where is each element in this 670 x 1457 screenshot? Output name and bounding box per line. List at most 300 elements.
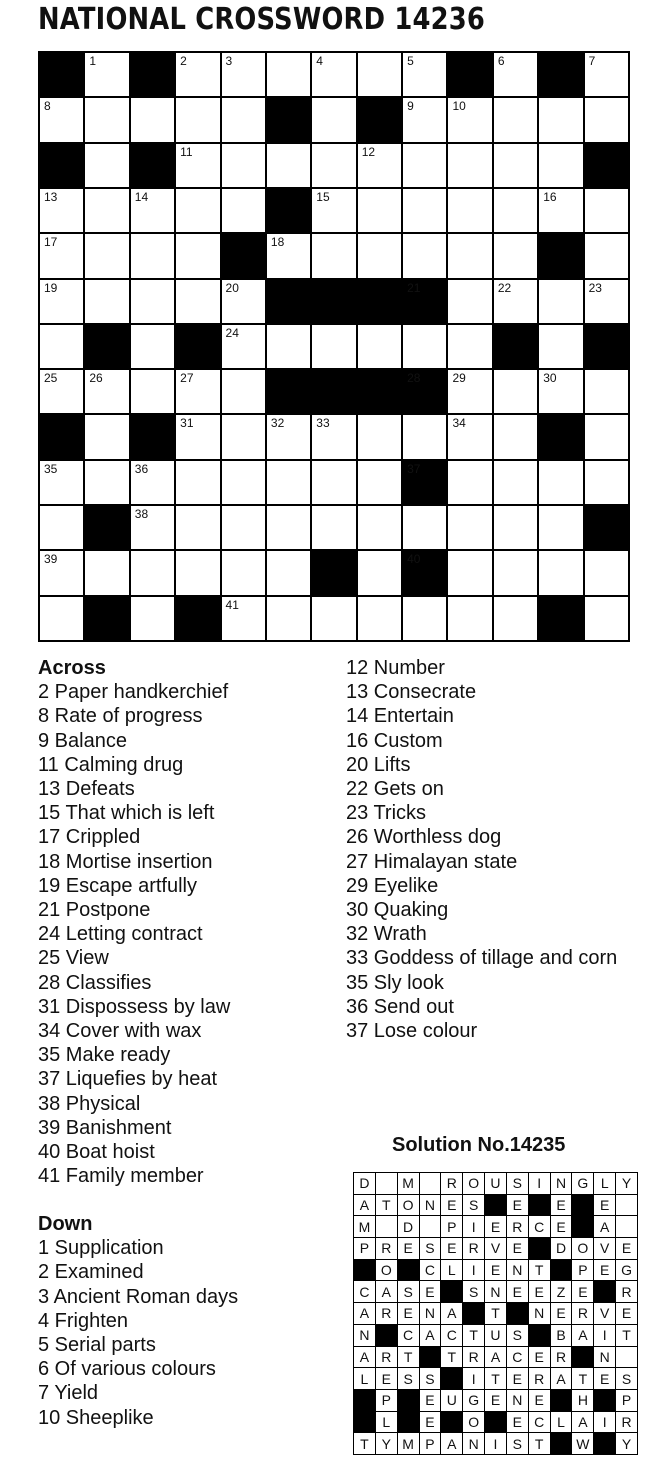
grid-cell[interactable] [40,461,83,504]
grid-cell[interactable] [358,551,401,594]
down-heading: Down [38,1213,93,1235]
grid-cell[interactable] [131,325,174,368]
grid-cell[interactable] [585,597,628,640]
solution-cell: B [551,1325,572,1346]
cell-number: 16 [543,189,557,204]
grid-cell[interactable] [40,189,83,232]
grid-cell[interactable] [358,53,401,96]
solution-cell: A [572,1325,593,1346]
grid-cell[interactable] [494,280,537,323]
solution-cell: E [441,1195,462,1216]
grid-cell[interactable] [585,234,628,277]
solution-cell: E [507,1195,528,1216]
grid-cell[interactable] [494,370,537,413]
grid-cell[interactable] [312,53,355,96]
down-clue: 36 Send out [346,995,454,1018]
grid-cell[interactable] [585,280,628,323]
across-clue: 35 Make ready [38,1044,171,1067]
cell-number: 32 [270,416,285,431]
grid-cell[interactable] [448,280,491,323]
solution-cell: E [594,1195,615,1216]
solution-cell: D [398,1216,419,1237]
solution-cell: E [616,1303,637,1324]
grid-cell[interactable] [494,415,537,458]
solution-cell [420,1216,441,1237]
grid-cell[interactable] [494,597,537,640]
black-square [131,144,174,187]
grid-cell[interactable] [312,189,355,232]
grid-cell[interactable] [267,461,310,504]
cell-number: 41 [225,597,239,612]
solution-cell: O [376,1260,397,1281]
grid-cell[interactable] [131,506,174,549]
down-clue: 16 Custom [346,729,443,752]
grid-cell[interactable] [494,551,537,594]
grid-cell[interactable] [585,189,628,232]
grid-cell[interactable] [448,461,491,504]
grid-cell[interactable] [131,234,174,277]
grid-cell[interactable] [358,415,401,458]
grid-cell[interactable] [494,98,537,141]
solution-cell: S [420,1238,441,1259]
solution-cell: C [398,1325,419,1346]
grid-cell[interactable] [131,461,174,504]
grid-cell[interactable] [539,370,582,413]
grid-cell[interactable] [131,280,174,323]
grid-cell[interactable] [448,189,491,232]
grid-cell[interactable] [539,325,582,368]
grid-cell[interactable] [448,551,491,594]
grid-cell[interactable] [403,597,446,640]
grid-cell[interactable] [585,415,628,458]
down-clue: 22 Gets on [346,778,444,801]
grid-cell[interactable] [403,144,446,187]
grid-cell[interactable] [85,98,128,141]
solution-black-square [594,1390,615,1411]
grid-cell[interactable] [358,461,401,504]
solution-cell: T [485,1303,506,1324]
solution-cell: E [507,1238,528,1259]
grid-cell[interactable] [267,597,310,640]
grid-cell[interactable] [267,506,310,549]
solution-cell: N [463,1433,484,1454]
across-clue: 40 Boat hoist [38,1141,155,1164]
grid-cell[interactable] [358,144,401,187]
black-square [539,415,582,458]
solution-cell: V [594,1303,615,1324]
solution-cell: M [354,1216,375,1237]
grid-cell[interactable] [85,415,128,458]
solution-cell: E [398,1303,419,1324]
grid-cell[interactable] [222,461,265,504]
grid-cell[interactable] [40,370,83,413]
grid-cell[interactable] [85,189,128,232]
grid-cell[interactable] [494,506,537,549]
grid-cell[interactable] [312,144,355,187]
solution-cell: E [420,1390,441,1411]
grid-cell[interactable] [448,98,491,141]
across-clue: 38 Physical [38,1092,141,1115]
black-square [585,144,628,187]
solution-cell: E [485,1390,506,1411]
grid-cell[interactable] [539,461,582,504]
solution-cell: V [594,1238,615,1259]
grid-cell[interactable] [85,234,128,277]
grid-cell[interactable] [85,53,128,96]
grid-cell[interactable] [176,551,219,594]
grid-cell[interactable] [358,189,401,232]
solution-cell: Y [616,1433,637,1454]
grid-cell[interactable] [448,506,491,549]
grid-cell[interactable] [494,53,537,96]
solution-cell: S [420,1368,441,1389]
grid-cell[interactable] [585,53,628,96]
across-heading: Across [38,657,106,679]
cell-number: 17 [44,235,58,250]
solution-cell: E [594,1260,615,1281]
solution-cell: W [572,1433,593,1454]
grid-cell[interactable] [222,189,265,232]
solution-cell: I [463,1368,484,1389]
solution-cell: N [594,1347,615,1368]
grid-cell[interactable] [539,280,582,323]
solution-cell: A [594,1216,615,1237]
grid-cell[interactable] [176,53,219,96]
cell-number: 18 [270,235,285,250]
solution-cell: R [616,1281,637,1302]
solution-cell: S [616,1368,637,1389]
cell-number: 9 [407,99,414,114]
down-clue: 37 Lose colour [346,1020,478,1043]
solution-cell: A [354,1195,375,1216]
solution-black-square [529,1238,550,1259]
grid-cell[interactable] [222,415,265,458]
solution-cell: A [441,1433,462,1454]
grid-cell[interactable] [358,597,401,640]
black-square [267,370,310,413]
black-square [85,325,128,368]
solution-cell: U [441,1390,462,1411]
grid-cell[interactable] [403,98,446,141]
solution-cell: T [398,1347,419,1368]
black-square [312,370,355,413]
solution-black-square [354,1412,375,1433]
solution-cell: A [551,1368,572,1389]
grid-cell[interactable] [312,234,355,277]
cell-number: 8 [44,99,51,114]
solution-black-square [529,1195,550,1216]
solution-black-square [594,1281,615,1302]
solution-cell: R [507,1216,528,1237]
grid-cell[interactable] [539,551,582,594]
solution-cell: T [485,1368,506,1389]
solution-cell: A [354,1347,375,1368]
cell-number: 15 [316,189,330,204]
cell-number: 12 [361,144,376,159]
grid-cell[interactable] [222,280,265,323]
black-square [222,234,265,277]
grid-cell[interactable] [312,461,355,504]
solution-black-square [485,1412,506,1433]
solution-black-square [420,1347,441,1368]
solution-cell: E [551,1195,572,1216]
grid-cell[interactable] [494,189,537,232]
grid-cell[interactable] [448,370,491,413]
solution-cell: O [463,1173,484,1194]
grid-cell[interactable] [267,415,310,458]
grid-cell[interactable] [176,280,219,323]
solution-cell: L [441,1260,462,1281]
grid-cell[interactable] [176,370,219,413]
cell-number: 29 [452,371,466,386]
grid-cell[interactable] [403,53,446,96]
black-square [539,53,582,96]
cell-number: 33 [316,416,330,431]
solution-cell: C [529,1216,550,1237]
black-square [403,370,446,413]
solution-cell: A [572,1412,593,1433]
down-clue: 12 Number [346,657,445,679]
grid-cell[interactable] [222,551,265,594]
solution-cell: C [507,1347,528,1368]
solution-cell: C [420,1260,441,1281]
cell-number: 6 [497,54,505,68]
grid-cell[interactable] [585,551,628,594]
solution-cell: C [441,1325,462,1346]
solution-cell [376,1216,397,1237]
grid-cell[interactable] [85,461,128,504]
grid-cell[interactable] [267,144,310,187]
cell-number: 37 [407,461,421,476]
solution-cell: E [376,1368,397,1389]
black-square [539,234,582,277]
solution-cell: E [507,1368,528,1389]
grid-cell[interactable] [448,234,491,277]
grid-cell[interactable] [448,144,491,187]
solution-cell: I [529,1173,550,1194]
solution-cell: T [572,1368,593,1389]
grid-cell[interactable] [176,144,219,187]
grid-cell[interactable] [494,144,537,187]
solution-cell: R [376,1303,397,1324]
solution-cell: G [463,1390,484,1411]
grid-cell[interactable] [494,461,537,504]
crossword-grid [38,51,630,642]
grid-cell[interactable] [85,551,128,594]
solution-black-square [485,1195,506,1216]
black-square [539,597,582,640]
cell-number: 40 [407,552,421,567]
grid-cell[interactable] [539,144,582,187]
solution-black-square [463,1303,484,1324]
cell-number: 20 [225,280,239,295]
black-square [403,461,446,504]
solution-cell: I [463,1260,484,1281]
grid-cell[interactable] [176,234,219,277]
solution-cell: D [354,1173,375,1194]
grid-cell[interactable] [131,597,174,640]
solution-black-square [551,1390,572,1411]
grid-cell[interactable] [85,144,128,187]
solution-cell: A [441,1303,462,1324]
down-clue: 3 Ancient Roman days [38,1285,239,1308]
grid-cell[interactable] [176,415,219,458]
black-square [40,53,83,96]
across-clue: 28 Classifies [38,971,152,994]
grid-cell[interactable] [40,551,83,594]
grid-cell[interactable] [176,506,219,549]
grid-cell[interactable] [403,234,446,277]
grid-cell[interactable] [40,506,83,549]
grid-cell[interactable] [40,325,83,368]
solution-cell: D [551,1238,572,1259]
solution-cell: R [616,1412,637,1433]
solution-cell: E [507,1412,528,1433]
grid-cell[interactable] [585,98,628,141]
grid-cell[interactable] [131,370,174,413]
black-square [176,325,219,368]
solution-cell [420,1173,441,1194]
grid-cell[interactable] [403,325,446,368]
down-clue: 13 Consecrate [346,681,477,704]
grid-cell[interactable] [358,325,401,368]
grid-cell[interactable] [40,280,83,323]
solution-cell: G [572,1173,593,1194]
solution-cell: U [485,1325,506,1346]
solution-cell: L [354,1368,375,1389]
across-clue: 21 Postpone [38,899,151,922]
grid-cell[interactable] [222,325,265,368]
across-clue: 8 Rate of progress [38,705,203,728]
solution-cell: T [616,1325,637,1346]
cell-number: 25 [44,371,58,386]
solution-cell: T [441,1347,462,1368]
solution-cell: A [485,1347,506,1368]
black-square [40,144,83,187]
black-square [312,551,355,594]
solution-cell: T [529,1433,550,1454]
grid-cell[interactable] [448,415,491,458]
solution-cell: P [441,1216,462,1237]
across-clue: 24 Letting contract [38,923,203,946]
grid-cell[interactable] [358,506,401,549]
grid-cell[interactable] [222,597,265,640]
grid-cell[interactable] [40,234,83,277]
grid-cell[interactable] [448,325,491,368]
solution-cell: P [572,1260,593,1281]
solution-cell: E [572,1281,593,1302]
grid-cell[interactable] [222,370,265,413]
grid-cell[interactable] [312,597,355,640]
grid-cell[interactable] [312,415,355,458]
grid-cell[interactable] [403,506,446,549]
solution-cell: S [398,1368,419,1389]
solution-black-square [572,1195,593,1216]
black-square [131,415,174,458]
solution-cell: Y [616,1173,637,1194]
grid-cell[interactable] [40,98,83,141]
down-clue: 6 Of various colours [38,1358,216,1381]
black-square [585,325,628,368]
solution-cell: E [420,1412,441,1433]
grid-cell[interactable] [222,53,265,96]
grid-cell[interactable] [40,597,83,640]
grid-cell[interactable] [312,325,355,368]
grid-cell[interactable] [539,506,582,549]
black-square [448,53,491,96]
grid-cell[interactable] [222,98,265,141]
black-square [176,597,219,640]
across-clue: 34 Cover with wax [38,1020,202,1043]
grid-cell[interactable] [494,234,537,277]
grid-cell[interactable] [585,461,628,504]
solution-cell: S [463,1195,484,1216]
grid-cell[interactable] [222,144,265,187]
grid-cell[interactable] [176,461,219,504]
solution-cell [616,1216,637,1237]
solution-black-square [354,1260,375,1281]
grid-cell[interactable] [267,551,310,594]
solution-cell: C [354,1281,375,1302]
cell-number: 22 [497,280,512,295]
across-clue: 15 That which is left [38,802,215,825]
cell-number: 27 [180,371,194,386]
grid-cell[interactable] [312,506,355,549]
grid-cell[interactable] [131,551,174,594]
solution-black-square [398,1390,419,1411]
cell-number: 38 [134,507,149,522]
grid-cell[interactable] [222,506,265,549]
grid-cell[interactable] [448,597,491,640]
down-clue: 2 Examined [38,1261,144,1284]
solution-cell: P [354,1238,375,1259]
down-clue: 26 Worthless dog [346,826,502,849]
cell-number: 19 [44,280,58,295]
down-clues-continued [346,656,626,1043]
solution-cell: P [376,1390,397,1411]
cell-number: 24 [225,325,239,340]
cell-number: 36 [134,461,149,476]
solution-cell: A [354,1303,375,1324]
solution-black-square [441,1368,462,1389]
down-clue: 5 Serial parts [38,1334,156,1357]
grid-cell[interactable] [267,325,310,368]
cell-number: 3 [225,54,233,68]
grid-cell[interactable] [267,53,310,96]
down-clue: 4 Frighten [38,1309,129,1332]
grid-cell[interactable] [267,234,310,277]
grid-cell[interactable] [403,415,446,458]
grid-cell[interactable] [131,98,174,141]
grid-cell[interactable] [403,189,446,232]
grid-cell[interactable] [85,280,128,323]
down-clue: 32 Wrath [346,923,427,946]
grid-cell[interactable] [585,370,628,413]
grid-cell[interactable] [312,98,355,141]
grid-cell[interactable] [176,189,219,232]
solution-cell: I [594,1412,615,1433]
grid-cell[interactable] [539,189,582,232]
grid-cell[interactable] [358,234,401,277]
solution-cell: O [463,1412,484,1433]
grid-cell[interactable] [85,370,128,413]
grid-cell[interactable] [539,98,582,141]
grid-cell[interactable] [176,98,219,141]
grid-cell[interactable] [131,189,174,232]
solution-cell: T [529,1260,550,1281]
cell-number: 10 [452,99,466,114]
across-clue: 25 View [38,947,109,970]
